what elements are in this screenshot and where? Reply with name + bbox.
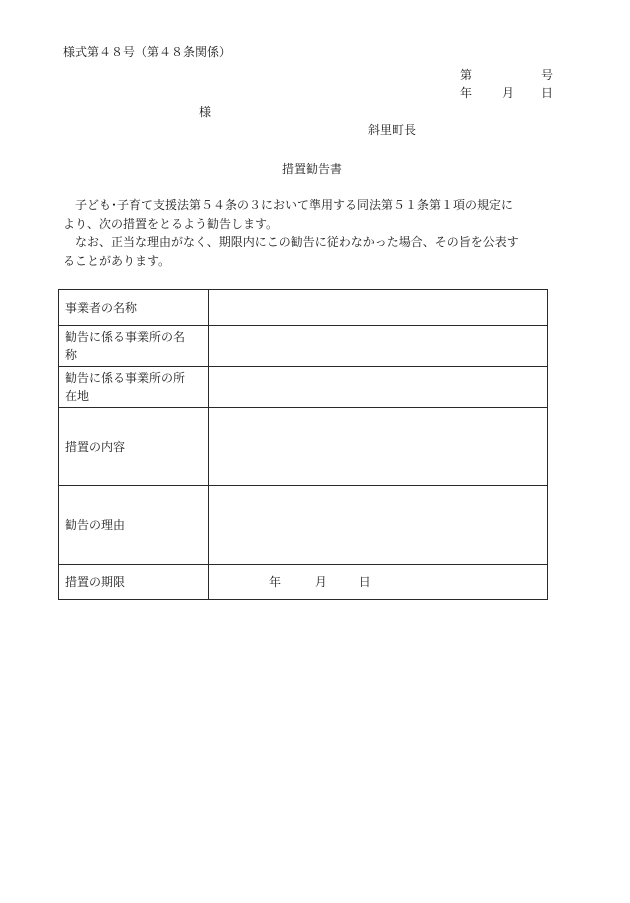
recommendation-table bbox=[58, 289, 548, 600]
date-month-label: 月 bbox=[502, 86, 515, 100]
deadline-year-label: 年 bbox=[269, 575, 282, 589]
body-text bbox=[63, 196, 573, 270]
label-recommendation-reason: 勧告の理由 bbox=[59, 486, 209, 565]
label-office-name: 勧告に係る事業所の名 称 bbox=[59, 326, 209, 367]
document-number-label: 第 bbox=[460, 68, 473, 82]
date-year-label: 年 bbox=[460, 86, 473, 100]
document-number-suffix: 号 bbox=[541, 68, 554, 82]
value-office-name[interactable] bbox=[209, 326, 548, 367]
value-recommendation-reason[interactable] bbox=[209, 486, 548, 565]
addressee-suffix: 様 bbox=[199, 105, 212, 119]
document-title: 措置勧告書 bbox=[282, 162, 343, 176]
table-row bbox=[59, 408, 548, 486]
body-line: 子ども･子育て支援法第５４条の３において準用する同法第５１条第１項の規定に bbox=[63, 198, 514, 212]
form-number: 様式第４８号（第４８条関係） bbox=[63, 45, 232, 59]
value-measure-content[interactable] bbox=[209, 408, 548, 486]
value-business-name[interactable] bbox=[209, 290, 548, 326]
table-row bbox=[59, 326, 548, 367]
label-office-address: 勧告に係る事業所の所 在地 bbox=[59, 367, 209, 408]
body-line: より、次の措置をとるよう勧告します。 bbox=[63, 216, 279, 231]
label-measure-deadline: 措置の期限 bbox=[59, 565, 209, 600]
deadline-day-label: 日 bbox=[358, 575, 371, 589]
table-row bbox=[59, 367, 548, 408]
value-office-address[interactable] bbox=[209, 367, 548, 408]
deadline-month-label: 月 bbox=[314, 575, 327, 589]
date-day-label: 日 bbox=[541, 86, 554, 100]
table-row bbox=[59, 565, 548, 600]
label-business-name: 事業者の名称 bbox=[59, 290, 209, 326]
value-measure-deadline[interactable] bbox=[209, 565, 548, 600]
body-line: ることがあります。 bbox=[63, 253, 171, 268]
issuer-name: 斜里町長 bbox=[368, 123, 417, 137]
body-line: なお、正当な理由がなく、期限内にこの勧告に従わなかった場合、その旨を公表す bbox=[63, 235, 519, 249]
table-row bbox=[59, 290, 548, 326]
label-measure-content: 措置の内容 bbox=[59, 408, 209, 486]
table-row bbox=[59, 486, 548, 565]
